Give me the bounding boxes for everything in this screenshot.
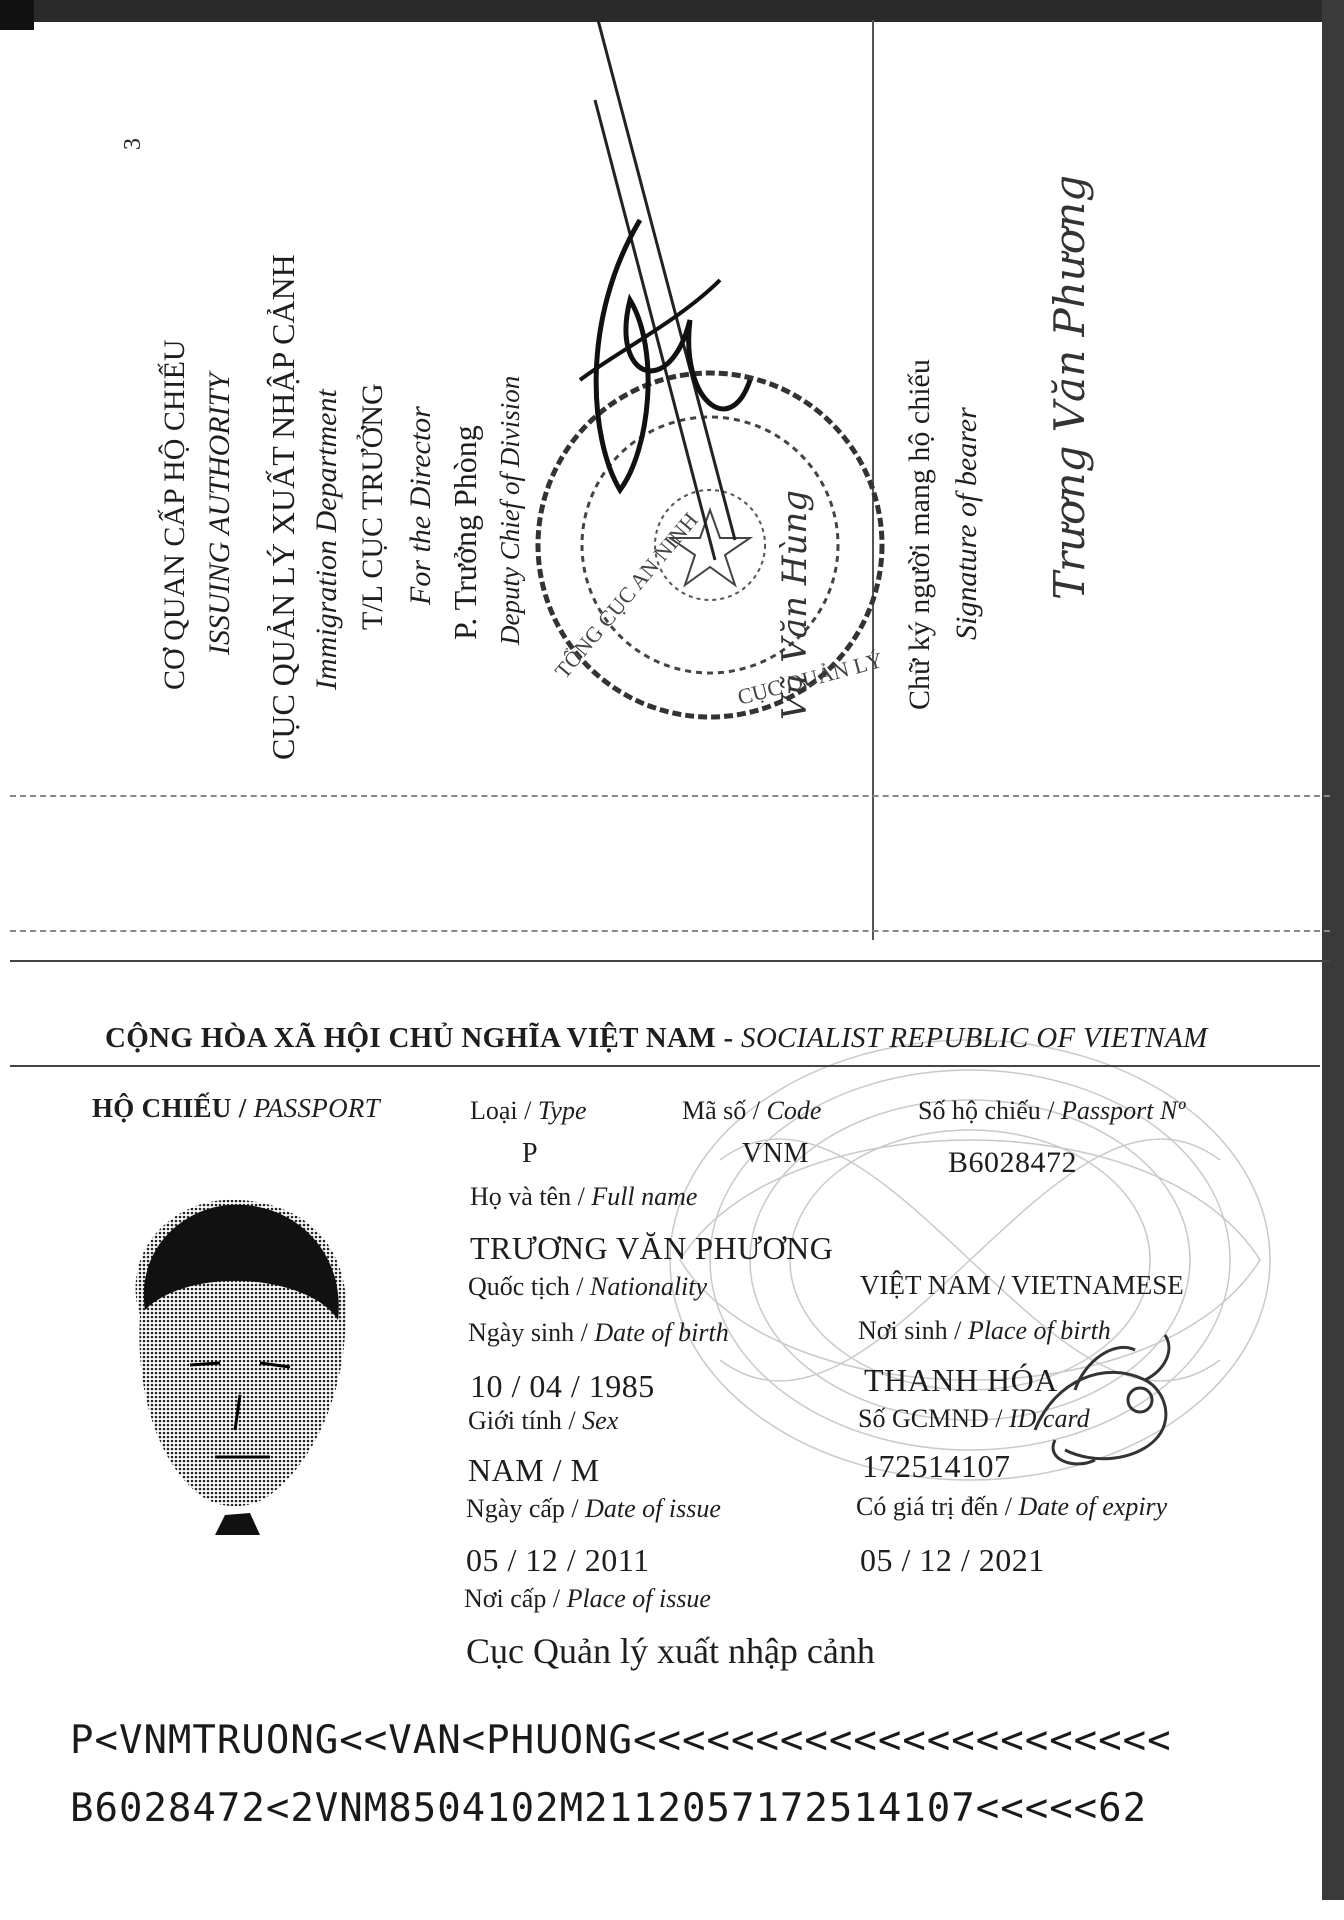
- country-header-en: SOCIALIST REPUBLIC OF VIETNAM: [741, 1022, 1208, 1054]
- svg-text:TỔNG CỤC AN NINH: TỔNG CỤC AN NINH: [549, 507, 703, 684]
- pob-value: THANH HÓA: [864, 1362, 1058, 1398]
- sex-value: NAM / M: [468, 1452, 600, 1488]
- bearer-signature-label-vi: Chữ ký người mang hộ chiếu: [903, 359, 936, 710]
- country-header: [105, 1022, 1208, 1055]
- poi-label: [464, 1584, 711, 1614]
- doe-label: [856, 1492, 1167, 1522]
- page-divider-horizontal: [10, 960, 1330, 962]
- poi-value: Cục Quản lý xuất nhập cảnh: [466, 1631, 875, 1671]
- scan-edge-right: [1322, 0, 1344, 1900]
- mrz-line-1: P<VNMTRUONG<<VAN<PHUONG<<<<<<<<<<<<<<<<<<<<<<: [70, 1718, 1172, 1763]
- type-label-vi: Loại /: [470, 1096, 532, 1125]
- type-label: [470, 1096, 587, 1126]
- code-value: VNM: [742, 1138, 809, 1169]
- nationality-label: [468, 1272, 707, 1302]
- doc-title: HỘ CHIẾU / PASSPORT: [92, 1093, 380, 1123]
- issuing-authority-vi: CƠ QUAN CẤP HỘ CHIẾU: [158, 339, 191, 690]
- nationality-value: VIỆT NAM / VIETNAMESE: [860, 1270, 1184, 1300]
- nationality-label-vi: Quốc tịch /: [468, 1272, 584, 1301]
- code-label-vi: Mã số /: [682, 1096, 760, 1125]
- pob-label-en: Place of birth: [967, 1316, 1111, 1345]
- scan-edge-corner: [0, 0, 34, 30]
- doe-label-vi: Có giá trị đến /: [856, 1492, 1012, 1521]
- code-label: [682, 1096, 821, 1126]
- officer-name: Vũ Văn Hùng: [775, 490, 815, 720]
- scan-edge-top: [0, 0, 1344, 22]
- pob-label-vi: Nơi sinh /: [858, 1316, 962, 1345]
- doi-label: [466, 1494, 721, 1524]
- holder-photo: [110, 1195, 360, 1535]
- bearer-signature-label-en: Signature of bearer: [950, 407, 983, 640]
- full-name-label-vi: Họ và tên /: [470, 1182, 585, 1211]
- doe-value: 05 / 12 / 2021: [860, 1542, 1045, 1578]
- doi-value: 05 / 12 / 2011: [466, 1542, 650, 1578]
- poi-label-vi: Nơi cấp /: [464, 1584, 561, 1613]
- nationality-label-en: Nationality: [590, 1272, 708, 1301]
- doe-label-en: Date of expiry: [1018, 1492, 1168, 1521]
- poi-label-en: Place of issue: [566, 1584, 711, 1613]
- issuing-authority-en: ISSUING AUTHORITY: [203, 373, 236, 655]
- doc-title-vi: HỘ CHIẾU: [92, 1093, 232, 1123]
- doi-label-vi: Ngày cấp /: [466, 1494, 579, 1523]
- svg-text:CỤC QUẢN LÝ: CỤC QUẢN LÝ: [734, 647, 886, 710]
- type-label-en: Type: [537, 1096, 587, 1125]
- department-en: Immigration Department: [310, 389, 343, 690]
- security-pattern: [640, 1000, 1300, 1620]
- passport-no-value: B6028472: [948, 1146, 1078, 1179]
- type-value: P: [522, 1138, 539, 1169]
- passport-no-label-en: Passport Nº: [1061, 1096, 1186, 1125]
- passport-no-label: [918, 1096, 1185, 1126]
- mrz-line-2: B6028472<2VNM8504102M2112057172514107<<<<<62: [70, 1786, 1148, 1831]
- dob-value: 10 / 04 / 1985: [470, 1368, 655, 1404]
- phoenix-emblem: [1015, 1320, 1185, 1480]
- sex-label-vi: Giới tính /: [468, 1406, 576, 1435]
- dob-label: [468, 1318, 729, 1348]
- full-name-label: [470, 1182, 697, 1212]
- code-label-en: Code: [766, 1096, 822, 1125]
- id-value: 172514107: [862, 1448, 1011, 1484]
- doi-label-en: Date of issue: [585, 1494, 721, 1523]
- page-number: 3: [120, 138, 146, 150]
- department-vi: CỤC QUẢN LÝ XUẤT NHẬP CẢNH: [265, 254, 301, 760]
- page-fold-dashed-2: [10, 930, 1330, 932]
- deputy-vi: P. Trưởng Phòng: [447, 425, 483, 640]
- deputy-en: Deputy Chief of Division: [495, 375, 525, 645]
- passport-no-label-vi: Số hộ chiếu /: [918, 1096, 1055, 1125]
- bearer-signature: Trương Văn Phương: [1045, 174, 1094, 600]
- country-header-vi: CỘNG HÒA XÃ HỘI CHỦ NGHĨA VIỆT NAM -: [105, 1022, 734, 1054]
- id-label-en: ID card: [1008, 1404, 1090, 1433]
- sex-label-en: Sex: [582, 1406, 619, 1435]
- full-name-label-en: Full name: [591, 1182, 698, 1211]
- id-label-vi: Số GCMND /: [858, 1404, 1003, 1433]
- sex-label: [468, 1406, 618, 1436]
- dob-label-vi: Ngày sinh /: [468, 1318, 588, 1347]
- header-underline: [10, 1065, 1320, 1067]
- for-director-vi: T/L CỤC TRƯỞNG: [356, 383, 389, 630]
- doc-title-en: PASSPORT: [253, 1093, 380, 1123]
- full-name-value: TRƯƠNG VĂN PHƯƠNG: [470, 1230, 834, 1266]
- dob-label-en: Date of birth: [594, 1318, 729, 1347]
- page-fold-dashed: [10, 795, 1330, 797]
- for-director-en: For the Director: [404, 406, 437, 605]
